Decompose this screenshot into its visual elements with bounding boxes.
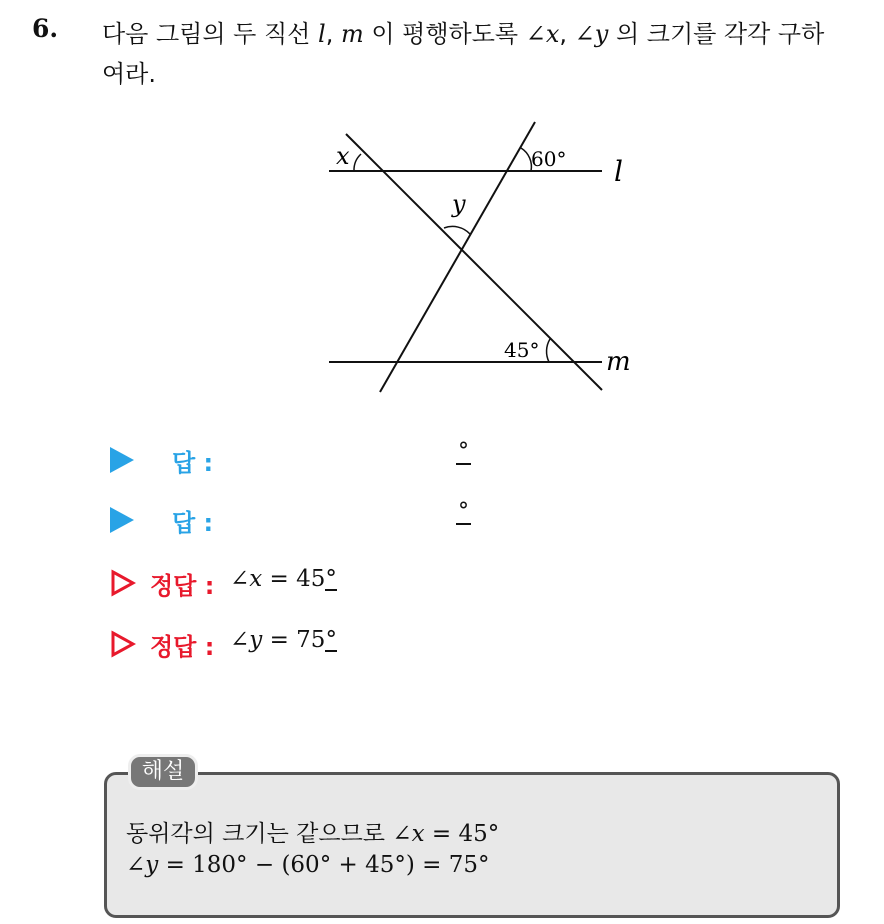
solution-value — [230, 566, 337, 592]
explanation-line-1 — [126, 815, 499, 848]
explanation-line-2 — [126, 852, 490, 878]
explanation-text: 동위각의 크기는 같으므로 — [126, 821, 393, 847]
explanation-angle: ∠x — [392, 821, 425, 847]
solution-equation: = 75 — [262, 627, 326, 653]
arc-x — [354, 154, 361, 171]
comma: , — [559, 20, 575, 48]
solution-angle: ∠y — [230, 627, 263, 653]
solution-value — [230, 627, 337, 653]
transversal-1 — [346, 134, 602, 390]
outline-triangle-icon — [110, 630, 136, 658]
explanation-equation: = 180° − (60° + 45°) = 75° — [158, 852, 490, 878]
question-text-part: 다음 그림의 두 직선 — [102, 20, 318, 48]
angle-x: ∠x — [525, 20, 560, 48]
degree-unit: ° — [325, 627, 337, 653]
explanation-equation: = 45° — [424, 821, 500, 847]
degree-unit: ° — [458, 499, 469, 524]
explanation-angle: ∠y — [126, 852, 159, 878]
var-m: m — [340, 20, 364, 48]
label-y: y — [452, 190, 466, 218]
play-triangle-icon — [110, 447, 134, 473]
arc-45 — [547, 339, 550, 362]
solution-label: 정답 : — [150, 572, 215, 600]
solution-label: 정답 : — [150, 633, 215, 661]
label-45: 45° — [504, 338, 540, 362]
answer-label: 답 : — [172, 449, 214, 477]
question-text-part: 의 크기를 각각 구하 — [608, 20, 825, 48]
label-60: 60° — [531, 147, 567, 171]
label-l: l — [614, 155, 623, 188]
answer-blank[interactable] — [456, 499, 471, 525]
degree-unit: ° — [325, 566, 337, 592]
arc-60 — [521, 148, 531, 171]
explanation-tab: 해설 — [128, 754, 198, 790]
angle-y: ∠y — [574, 20, 609, 48]
var-l: l — [318, 20, 326, 48]
geometry-figure — [310, 112, 650, 402]
question-text-part: 이 평행하도록 — [363, 20, 526, 48]
arc-y — [444, 226, 470, 234]
label-m: m — [606, 347, 631, 377]
question-text-line2: 여라. — [102, 60, 156, 88]
label-x: x — [336, 142, 350, 170]
answer-blank[interactable] — [456, 439, 471, 465]
question-text — [102, 14, 872, 94]
solution-angle: ∠x — [230, 566, 263, 592]
comma: , — [325, 20, 341, 48]
answer-label: 답 : — [172, 509, 214, 537]
outline-triangle-icon — [110, 569, 136, 597]
play-triangle-icon — [110, 507, 134, 533]
degree-unit: ° — [458, 439, 469, 464]
question-number: 6. — [32, 14, 59, 43]
solution-equation: = 45 — [262, 566, 326, 592]
